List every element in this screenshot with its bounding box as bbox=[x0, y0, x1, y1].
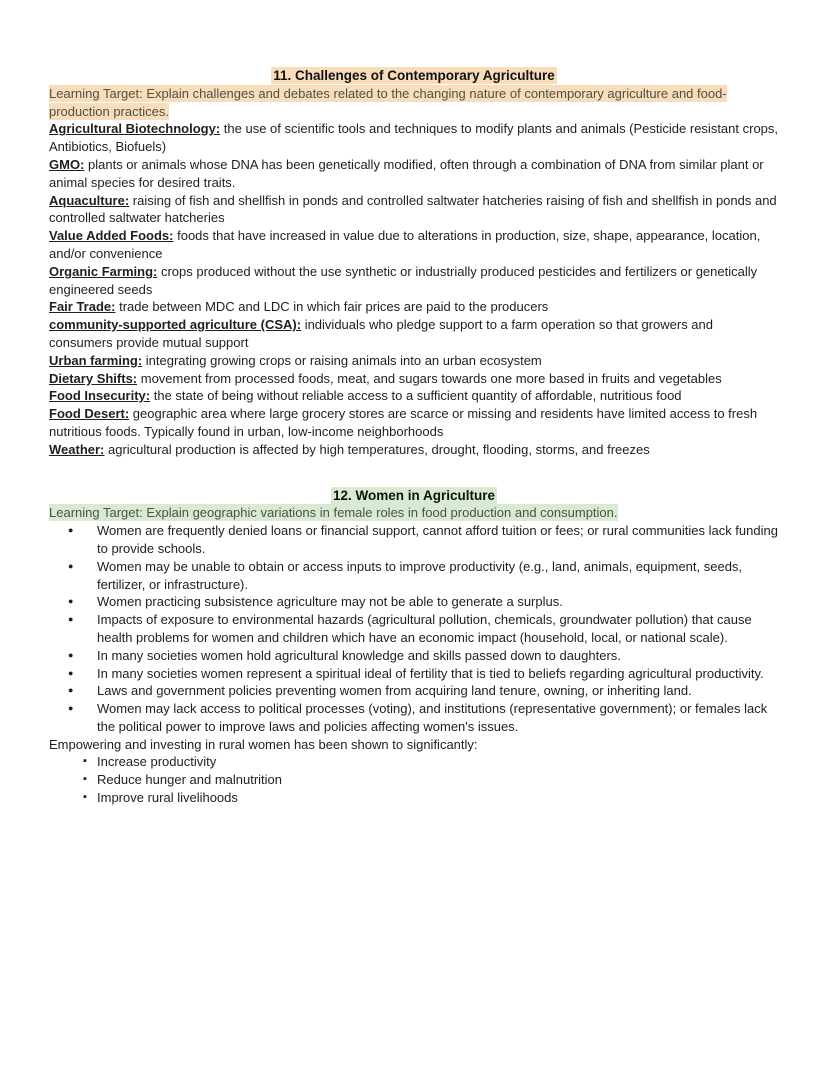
sub-bullet-item: ▪ Reduce hunger and malnutrition bbox=[49, 771, 779, 789]
section-11-learning-target bbox=[49, 85, 779, 121]
definition-term: Organic Farming: bbox=[49, 263, 158, 279]
definition-text: crops produced without the use synthetic or industrially produced pesticides and fertilizers or genetically engineered seeds bbox=[49, 263, 758, 297]
definition-item bbox=[49, 405, 779, 441]
bullet-item: ● Women may be unable to obtain or access inputs to improve productivity (e.g., land, animals, equipment, seeds, fertilizer, or infrastructure). bbox=[49, 558, 779, 594]
bullet-item: ● In many societies women represent a spiritual ideal of fertility that is tied to beliefs regarding agricultural productivity. bbox=[49, 665, 779, 683]
definition-text: integrating growing crops or raising animals into an urban ecosystem bbox=[142, 352, 542, 368]
empowering-statement: Empowering and investing in rural women has been shown to significantly: bbox=[49, 736, 478, 752]
section-12-learning-target bbox=[49, 504, 779, 522]
bullet-item: ● Women may lack access to political processes (voting), and institutions (representative government); or females lack the political power to improve laws and policies affecting women's issues. bbox=[49, 700, 779, 736]
definition-item bbox=[49, 316, 779, 352]
definition-term: Weather: bbox=[49, 441, 105, 457]
section-12-heading-text: 12. Women in Agriculture bbox=[332, 487, 496, 503]
definition-term: Food Desert: bbox=[49, 406, 130, 422]
definition-item bbox=[49, 370, 779, 388]
empowering-benefits-list bbox=[49, 753, 779, 806]
definition-term: Dietary Shifts: bbox=[49, 370, 138, 386]
definition-text: geographic area where large grocery stores are scarce or missing and residents have limited access to fresh nutritious foods. Typically found in urban, low-income neighborhoods bbox=[49, 406, 758, 439]
section-12-learning-target-text: Learning Target: Explain geographic variations in female roles in food production and consumption. bbox=[49, 505, 618, 521]
definition-item bbox=[49, 352, 779, 370]
women-agriculture-bullet-list bbox=[49, 522, 779, 736]
definition-text: movement from processed foods, meat, and sugars towards one more based in fruits and vegetables bbox=[137, 370, 722, 386]
bullet-item: ● In many societies women hold agricultural knowledge and skills passed down to daughters. bbox=[49, 647, 779, 665]
definition-term: Value Added Foods: bbox=[49, 228, 174, 244]
definition-text: individuals who pledge support to a farm operation so that growers and consumers provide mutual support bbox=[49, 317, 713, 350]
bullet-item: ● Laws and government policies preventing women from acquiring land tenure, owning, or inheriting land. bbox=[49, 682, 779, 700]
definition-term: Aquaculture: bbox=[49, 192, 130, 208]
definition-text: raising of fish and shellfish in ponds and controlled saltwater hatcheries raising of fish and shellfish in ponds and controlled saltwater hatcheries bbox=[49, 192, 777, 226]
definition-term: Fair Trade: bbox=[49, 299, 116, 315]
section-11-heading bbox=[49, 67, 779, 85]
definition-item bbox=[49, 298, 779, 316]
definition-text: plants or animals whose DNA has been genetically modified, often through a combination of DNA from similar plant or animal species for desired traits. bbox=[49, 156, 764, 190]
definition-term: community-supported agriculture (CSA): bbox=[49, 317, 302, 333]
section-challenges-of-contemporary-agriculture bbox=[49, 67, 779, 459]
section-12-heading bbox=[49, 487, 779, 505]
definition-text: the use of scientific tools and techniques to modify plants and animals (Pesticide resistant crops, Antibiotics, Biofuels) bbox=[49, 121, 779, 155]
definition-item bbox=[49, 387, 779, 405]
definition-text: trade between MDC and LDC in which fair prices are paid to the producers bbox=[115, 299, 549, 315]
definition-item bbox=[49, 263, 779, 299]
definition-item bbox=[49, 227, 779, 263]
section-women-in-agriculture bbox=[49, 487, 779, 807]
definition-term: Urban farming: bbox=[49, 352, 143, 368]
bullet-item: ● Impacts of exposure to environmental hazards (agricultural pollution, chemicals, groundwater pollution) that cause health problems for women and children which have an economic impact (household, local, or national scale). bbox=[49, 611, 779, 647]
sub-bullet-item: ▪ Improve rural livelihoods bbox=[49, 789, 779, 807]
definition-item bbox=[49, 156, 779, 192]
definition-text: the state of being without reliable access to a sufficient quantity of affordable, nutritious food bbox=[150, 388, 682, 404]
definition-item bbox=[49, 441, 779, 459]
section-11-learning-target-text: Learning Target: Explain challenges and debates related to the changing nature of contemporary agriculture and food-production practices. bbox=[49, 85, 727, 119]
definition-text: agricultural production is affected by high temperatures, drought, flooding, storms, and freezes bbox=[104, 441, 650, 457]
definition-text: foods that have increased in value due to alterations in production, size, shape, appearance, location, and/or convenience bbox=[49, 228, 761, 261]
section-11-heading-text: 11. Challenges of Contemporary Agriculture bbox=[273, 68, 555, 83]
definition-term: GMO: bbox=[49, 156, 85, 172]
definition-term: Agricultural Biotechnology: bbox=[49, 121, 221, 137]
sub-bullet-item: ▪ Increase productivity bbox=[49, 753, 779, 771]
definition-term: Food Insecurity: bbox=[49, 388, 151, 404]
bullet-item: ● Women practicing subsistence agriculture may not be able to generate a surplus. bbox=[49, 593, 779, 611]
definition-item bbox=[49, 192, 779, 228]
definitions-list bbox=[49, 120, 779, 458]
bullet-item: ● Women are frequently denied loans or financial support, cannot afford tuition or fees; or rural communities lack funding to provide schools. bbox=[49, 522, 779, 558]
definition-item bbox=[49, 120, 779, 156]
